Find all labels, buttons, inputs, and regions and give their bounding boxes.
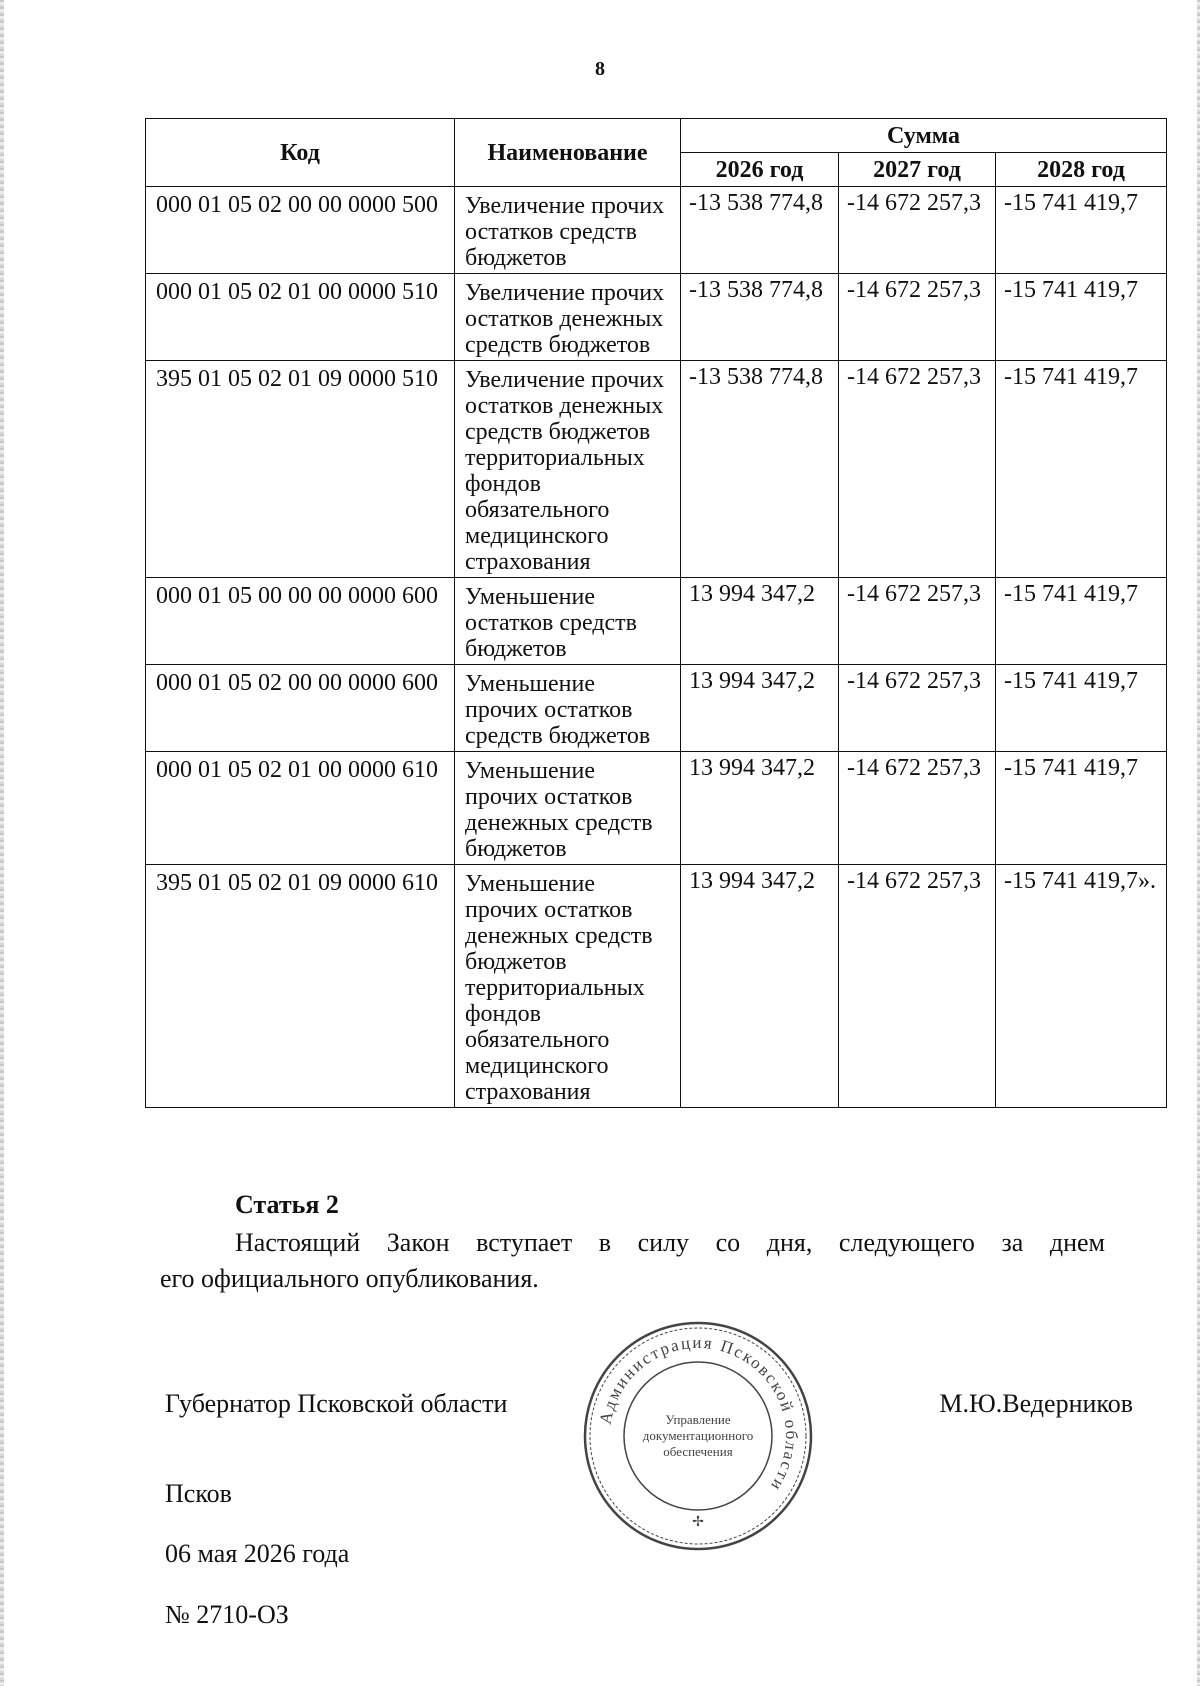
svg-text:обеспечения: обеспечения [663,1444,733,1459]
svg-text:Администрация Псковской област: Администрация Псковской области [595,1332,802,1496]
article-text-line1: Настоящий Закон вступает в силу со дня, следующего за днем [235,1228,1105,1257]
row-value-2026: 13 994 347,2 [681,752,839,865]
table-body [146,187,1167,1108]
row-name: Увеличение прочих остатков средств бюджетов [455,187,681,274]
table-row [146,578,1167,665]
article-title: Статья 2 [235,1190,339,1219]
row-value-2026: 13 994 347,2 [681,865,839,1108]
row-value-2026: 13 994 347,2 [681,665,839,752]
row-value-2028: -15 741 419,7 [996,187,1167,274]
budget-sources-table [145,118,1167,1108]
row-name: Уменьшение прочих остатков средств бюджетов [455,665,681,752]
row-code: 000 01 05 02 01 00 0000 510 [146,274,455,361]
header-name: Наименование [455,119,681,187]
row-value-2027: -14 672 257,3 [839,361,996,578]
row-name: Уменьшение прочих остатков денежных средств бюджетов [455,752,681,865]
row-value-2027: -14 672 257,3 [839,752,996,865]
header-code: Код [146,119,455,187]
table-row [146,865,1167,1108]
place: Псков [165,1479,232,1508]
row-name: Уменьшение прочих остатков денежных средств бюджетов территориальных фондов обязательного медицинского страхования [455,865,681,1108]
row-code: 000 01 05 02 01 00 0000 610 [146,752,455,865]
row-value-2028: -15 741 419,7 [996,665,1167,752]
header-year-2027: 2027 год [839,153,996,187]
row-code: 000 01 05 02 00 00 0000 600 [146,665,455,752]
row-name: Уменьшение остатков средств бюджетов [455,578,681,665]
official-stamp [580,1318,816,1554]
row-code: 000 01 05 02 00 00 0000 500 [146,187,455,274]
row-value-2027: -14 672 257,3 [839,274,996,361]
row-value-2028: -15 741 419,7». [996,865,1167,1108]
row-value-2026: -13 538 774,8 [681,274,839,361]
scan-edge-left [0,0,4,1686]
table-row [146,752,1167,865]
row-value-2027: -14 672 257,3 [839,578,996,665]
table-row [146,361,1167,578]
header-year-2026: 2026 год [681,153,839,187]
row-code: 395 01 05 02 01 09 0000 510 [146,361,455,578]
row-value-2027: -14 672 257,3 [839,187,996,274]
row-value-2027: -14 672 257,3 [839,665,996,752]
signature-name: М.Ю.Ведерников [939,1389,1133,1418]
law-number: № 2710-ОЗ [165,1600,289,1629]
table-row [146,187,1167,274]
header-year-2028: 2028 год [996,153,1167,187]
header-sum: Сумма [681,119,1167,153]
stamp-seal-graphic [580,1318,816,1554]
svg-text:Управление: Управление [665,1412,731,1427]
signature-position: Губернатор Псковской области [165,1389,508,1418]
article-text-line2: его официального опубликования. [160,1264,539,1293]
row-value-2026: 13 994 347,2 [681,578,839,665]
row-value-2026: -13 538 774,8 [681,187,839,274]
date: 06 мая 2026 года [165,1539,350,1568]
svg-text:документационного: документационного [642,1428,754,1443]
row-code: 000 01 05 00 00 00 0000 600 [146,578,455,665]
row-value-2028: -15 741 419,7 [996,752,1167,865]
row-name: Увеличение прочих остатков денежных средств бюджетов [455,274,681,361]
table-row [146,665,1167,752]
svg-text:✢: ✢ [692,1515,704,1530]
row-value-2028: -15 741 419,7 [996,274,1167,361]
row-value-2026: -13 538 774,8 [681,361,839,578]
table-row [146,274,1167,361]
row-value-2028: -15 741 419,7 [996,361,1167,578]
row-name: Увеличение прочих остатков денежных средств бюджетов территориальных фондов обязательного медицинского страхования [455,361,681,578]
row-code: 395 01 05 02 01 09 0000 610 [146,865,455,1108]
row-value-2027: -14 672 257,3 [839,865,996,1108]
page-number: 8 [595,58,605,80]
row-value-2028: -15 741 419,7 [996,578,1167,665]
